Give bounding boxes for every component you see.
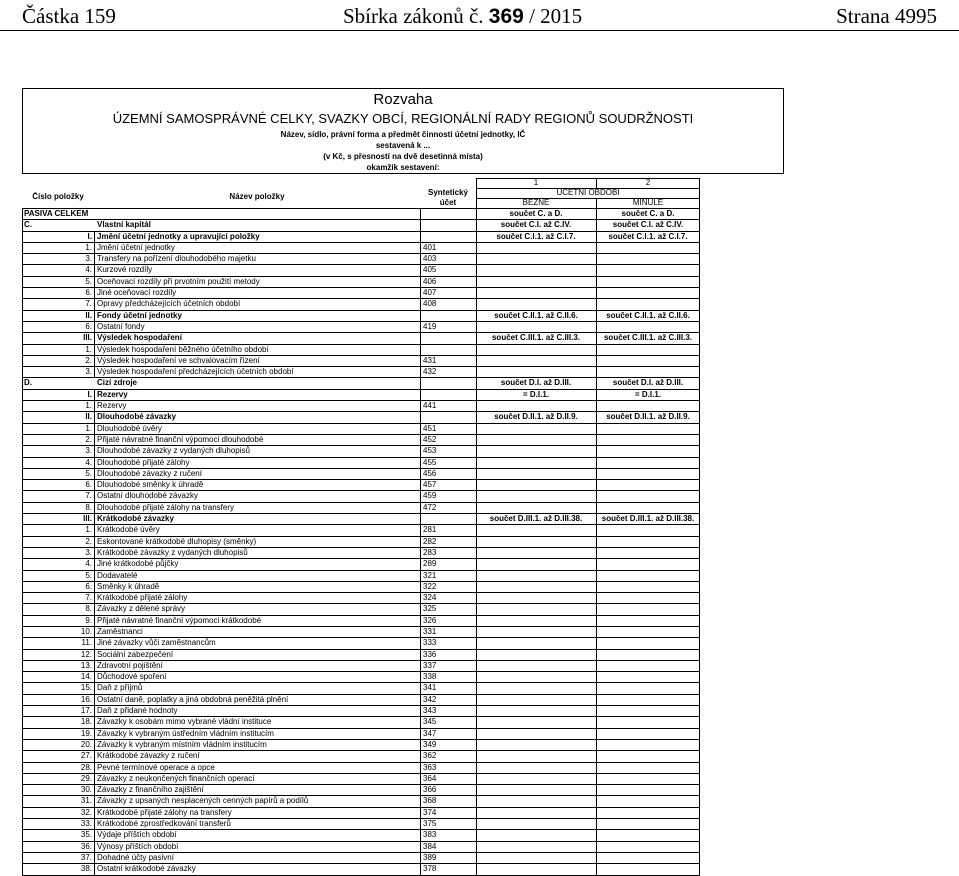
col-label-account: účet [439,198,457,207]
item-number: 35. [80,830,92,840]
synthetic-account: 403 [423,254,437,264]
table-row [22,503,700,514]
synthetic-account: 459 [423,491,437,501]
value-current: součet D.II.1. až D.II.9. [494,412,578,422]
synthetic-account: 345 [423,717,437,727]
item-name: Zaměstnanci [97,626,143,636]
synthetic-account: 457 [423,480,437,490]
synthetic-account: 453 [423,446,437,456]
item-number: 37. [80,852,92,862]
table-row [22,650,700,661]
synthetic-account: 408 [423,299,437,309]
item-name: Závazky k vybraným místním vládním institucím [97,739,267,749]
table-header-row-2 [22,188,700,201]
synthetic-account: 368 [423,796,437,806]
synthetic-account: 326 [423,615,437,625]
item-number: 6. [85,480,92,490]
form-header [22,88,784,174]
running-head [0,0,959,30]
table-row [22,695,700,706]
synthetic-account: 322 [423,581,437,591]
item-number: 28. [80,762,92,772]
item-number: 18. [80,717,92,727]
table-row [22,243,700,254]
item-name: Závazky z upsaných nesplacených cenných papírů a podílů [97,796,309,806]
synthetic-account: 337 [423,660,437,670]
item-name: Cizí zdroje [97,378,138,388]
synthetic-account: 283 [423,547,437,557]
item-name: Dodavatelé [97,570,138,580]
table-row [22,356,700,367]
table-row [22,480,700,491]
synthetic-account: 383 [423,830,437,840]
value-current: součet C.III.1. až C.III.3. [491,333,581,343]
item-name: Kurzové rozdíly [97,265,153,275]
table-row [22,616,700,627]
synthetic-account: 472 [423,502,437,512]
item-name: Opravy předcházejících účetních období [97,299,241,309]
item-number: 7. [85,593,92,603]
item-name: Krátkodobé závazky [97,514,174,524]
item-number: 9. [85,615,92,625]
item-name: Dlouhodobé závazky z vydaných dluhopisů [97,446,250,456]
item-name: Výsledek hospodaření [97,333,182,343]
synthetic-account: 347 [423,728,437,738]
item-name: Jiné oceňovací rozdíly [97,288,177,298]
value-previous: součet C. a D. [621,209,675,218]
form-line-moment: okamžik sestavení: [366,163,440,172]
table-row [22,412,700,423]
synthetic-account: 336 [423,649,437,659]
table-row [22,220,700,231]
item-number: I. [87,231,92,241]
synthetic-account: 406 [423,276,437,286]
item-name: Dlouhodobé směnky k úhradě [97,480,204,490]
table-row [22,232,700,243]
item-name: Ostatní dlouhodobé závazky [97,491,198,501]
item-number: 5. [85,570,92,580]
form-line-entity: Název, sídlo, právní forma a předmět činnosti účetní jednotky, IČ [280,130,526,139]
synthetic-account: 432 [423,367,437,377]
item-number: 14. [80,672,92,682]
item-number: 2. [85,536,92,546]
item-number: 6. [85,321,92,331]
value-previous: = D.I.1. [634,389,661,399]
item-name: Oceňovací rozdíly při prvotním použití metody [97,276,260,286]
table-row [22,277,700,288]
item-number: 8. [85,502,92,512]
item-number: 11. [81,638,92,648]
table-row [22,548,700,559]
page-number: Strana 4995 [836,4,937,28]
synthetic-account: 389 [423,852,437,862]
item-name: Výsledek hospodaření ve schvalovacím řízení [97,355,260,365]
table-header-row-1 [22,178,700,188]
synthetic-account: 374 [423,807,437,817]
item-name: Krátkodobé přijaté zálohy na transfery [97,807,232,817]
table-row [22,661,700,672]
synthetic-account: 333 [423,638,437,648]
synthetic-account: 341 [423,683,437,693]
item-number: 1. [85,401,92,411]
table-row [22,853,700,864]
table-row [22,638,700,649]
item-name: Vlastní kapitál [97,220,151,230]
form-title: Rozvaha [373,91,433,108]
item-number: 15. [80,683,92,693]
item-name: Ostatní krátkodobé závazky [97,864,196,874]
table-row [22,458,700,469]
law-year: / 2015 [529,4,583,28]
item-number: 2. [85,434,92,444]
item-name: Jmění účetní jednotky [97,242,175,252]
item-name: Závazky k osobám mimo vybrané vládní instituce [97,717,272,727]
table-row [22,842,700,853]
table-row [22,254,700,265]
item-number: 12. [80,649,92,659]
col-label-previous: MINULÉ [632,198,664,207]
table-row [22,265,700,276]
synthetic-account: 375 [423,819,437,829]
table-row [22,559,700,570]
item-name: Výdaje příštích období [97,830,177,840]
value-previous: součet D.II.1. až D.II.9. [606,412,690,422]
table-row [22,311,700,322]
table-row [22,751,700,762]
table-row [22,683,700,694]
item-number: 19. [80,728,92,738]
table-row [22,571,700,582]
item-name: Přijaté návratné finanční výpomoci krátkodobé [97,615,262,625]
item-name: Výsledek hospodaření běžného účetního období [97,344,269,354]
law-number: 369 [488,5,524,28]
synthetic-account: 456 [423,468,437,478]
item-name: Krátkodobé zprostředkování transferů [97,819,231,829]
table-row [22,706,700,717]
item-number: I. [87,389,92,399]
item-name: Závazky k vybraným ústředním vládním institucím [97,728,274,738]
item-name: Závazky z finančního zajištění [97,785,204,795]
item-number: 10. [80,626,92,636]
table-row [22,209,700,220]
item-number: C. [24,220,32,230]
table-row [22,864,700,875]
value-current: součet D.III.1. až D.III.38. [489,514,583,524]
value-current: součet C.II.1. až C.II.6. [494,310,578,320]
item-number: 3. [85,367,92,377]
synthetic-account: 451 [423,423,437,433]
item-number: 16. [80,694,92,704]
item-number: 29. [80,773,92,783]
table-row [22,763,700,774]
table-row [22,378,700,389]
table-row [22,299,700,310]
header-rule [0,30,959,31]
value-current: součet C.I. až C.IV. [500,220,572,230]
synthetic-account: 362 [423,751,437,761]
form-line-date: sestavená k ... [375,141,431,150]
item-number: 3. [85,446,92,456]
item-number: 27. [80,751,92,761]
synthetic-account: 363 [423,762,437,772]
table-row [22,582,700,593]
synthetic-account: 364 [423,773,437,783]
item-name: Dlouhodobé přijaté zálohy [97,457,190,467]
synthetic-account: 338 [423,672,437,682]
synthetic-account: 452 [423,434,437,444]
table-row [22,322,700,333]
item-name: Ostatní daně, poplatky a jiná obdobná peněžitá plnění [97,694,289,704]
item-name: Krátkodobé úvěry [97,525,160,535]
col-label-name: Název položky [229,192,285,201]
item-name: Směnky k úhradě [97,581,160,591]
item-name: Závazky z dělené správy [97,604,186,614]
item-number: 38. [80,864,92,874]
item-number: 6. [85,288,92,298]
item-number: II. [85,412,92,422]
synthetic-account: 343 [423,706,437,716]
table-row [22,672,700,683]
item-number: 31. [80,796,92,806]
synthetic-account: 331 [423,626,437,636]
item-number: 32. [80,807,92,817]
value-previous: součet D.III.1. až D.III.38. [601,514,695,524]
table-row [22,491,700,502]
item-name: Krátkodobé závazky z ručení [97,751,200,761]
collection-title [343,4,582,29]
synthetic-account: 431 [423,355,437,365]
item-number: 4. [85,559,92,569]
synthetic-account: 366 [423,785,437,795]
item-name: Daň z přidané hodnoty [97,706,178,716]
value-current: součet C. a D. [509,209,563,218]
item-number: D. [24,378,32,388]
item-name: Krátkodobé přijaté zálohy [97,593,188,603]
synthetic-account: 419 [423,321,437,331]
item-name: Zdravotní pojištění [97,660,163,670]
synthetic-account: 282 [423,536,437,546]
col-label-current: BĚŽNÉ [522,198,550,207]
table-row [22,424,700,435]
value-previous: součet C.I. až C.IV. [612,220,684,230]
table-row [22,514,700,525]
synthetic-account: 325 [423,604,437,614]
item-number: 3. [85,254,92,264]
item-name: Jiné krátkodobé půjčky [97,559,179,569]
item-name: Dlouhodobé přijaté zálohy na transfery [97,502,234,512]
item-name: Pevné termínové operace a opce [97,762,215,772]
synthetic-account: 401 [423,242,437,252]
table-row [22,785,700,796]
table-row [22,401,700,412]
item-number: 1. [85,242,92,252]
issue-label: Částka 159 [22,4,116,28]
item-number: 4. [85,265,92,275]
item-number: 33. [80,819,92,829]
col-index-1: 1 [533,178,539,187]
col-label-period: ÚČETNÍ OBDOBÍ [556,188,620,197]
item-number: 13. [80,660,92,670]
collection-prefix: Sbírka zákonů č. [343,4,484,28]
item-name: Jmění účetní jednotky a upravující položky [97,231,260,241]
table-row [22,830,700,841]
item-name: Sociální zabezpečení [97,649,174,659]
item-number: III. [83,333,92,343]
table-row [22,288,700,299]
value-previous: součet C.II.1. až C.II.6. [606,310,690,320]
item-name: Výsledek hospodaření předcházejících účetních období [97,367,294,377]
synthetic-account: 321 [423,570,437,580]
item-name: Ostatní fondy [97,321,145,331]
item-number: II. [85,310,92,320]
item-name: Krátkodobé závazky z vydaných dluhopisů [97,547,248,557]
synthetic-account: 407 [423,288,437,298]
table-row [22,537,700,548]
value-previous: součet C.I.1. až C.I.7. [608,231,688,241]
synthetic-account: 384 [423,841,437,851]
item-number: 5. [85,276,92,286]
table-row [22,627,700,638]
value-previous: součet C.III.1. až C.III.3. [603,333,693,343]
table-row [22,740,700,751]
table-row [22,604,700,615]
item-number: 7. [85,299,92,309]
item-number: 20. [80,739,92,749]
value-current: součet C.I.1. až C.I.7. [496,231,576,241]
item-number: 3. [85,547,92,557]
item-number: 6. [85,581,92,591]
table-row [22,796,700,807]
item-number: 4. [85,457,92,467]
item-number: 5. [85,468,92,478]
form-line-currency: (v Kč, s přesností na dvě desetinná místa) [323,152,483,161]
synthetic-account: 378 [423,864,437,874]
col-index-2: 2 [645,178,651,187]
table-row [22,345,700,356]
item-name: Přijaté návratné finanční výpomoci dlouhodobé [97,434,264,444]
table-row [22,774,700,785]
table-row [22,333,700,344]
synthetic-account: 455 [423,457,437,467]
item-name: Eskontované krátkodobé dluhopisy (směnky) [97,536,257,546]
table-row [22,367,700,378]
item-number: 17. [80,706,92,716]
synthetic-account: 281 [423,525,437,535]
item-name: Důchodové spoření [97,672,167,682]
item-number: PASIVA CELKEM [24,209,89,218]
value-current: = D.I.1. [522,389,549,399]
item-number: 2. [85,355,92,365]
item-name: Fondy účetní jednotky [97,310,182,320]
item-number: 7. [85,491,92,501]
synthetic-account: 405 [423,265,437,275]
table-row [22,469,700,480]
table-row [22,435,700,446]
item-name: Dohadné účty pasivní [97,852,174,862]
item-name: Rezervy [97,389,128,399]
balance-table [22,178,700,876]
col-label-number: Číslo položky [32,192,84,201]
table-header-row-3 [22,198,700,209]
item-name: Transfery na pořízení dlouhodobého majetku [97,254,256,264]
table-row [22,717,700,728]
table-row [22,525,700,536]
item-name: Jiné závazky vůči zaměstnancům [97,638,216,648]
item-name: Dlouhodobé závazky [97,412,177,422]
item-number: 1. [85,525,92,535]
item-name: Dlouhodobé závazky z ručení [97,468,202,478]
table-row [22,390,700,401]
synthetic-account: 289 [423,559,437,569]
item-name: Výnosy příštích období [97,841,179,851]
item-number: 1. [85,344,92,354]
item-name: Závazky z neukončených finančních operací [97,773,255,783]
col-label-synthetic: Syntetický [427,188,469,197]
item-name: Daň z příjmů [97,683,143,693]
item-number: 30. [80,785,92,795]
table-row [22,446,700,457]
synthetic-account: 342 [423,694,437,704]
item-number: 36. [80,841,92,851]
item-name: Rezervy [97,401,127,411]
item-number: 1. [85,423,92,433]
item-number: 8. [85,604,92,614]
table-row [22,819,700,830]
item-number: III. [83,514,92,524]
value-current: součet D.I. až D.III. [500,378,572,388]
table-row [22,729,700,740]
form-subtitle: ÚZEMNÍ SAMOSPRÁVNÉ CELKY, SVAZKY OBCÍ, REGIONÁLNÍ RADY REGIONŮ SOUDRŽNOSTI [112,111,694,126]
synthetic-account: 324 [423,593,437,603]
synthetic-account: 349 [423,739,437,749]
item-name: Dlouhodobé úvěry [97,423,162,433]
table-row [22,808,700,819]
value-previous: součet D.I. až D.III. [612,378,684,388]
table-row [22,593,700,604]
synthetic-account: 441 [423,401,437,411]
